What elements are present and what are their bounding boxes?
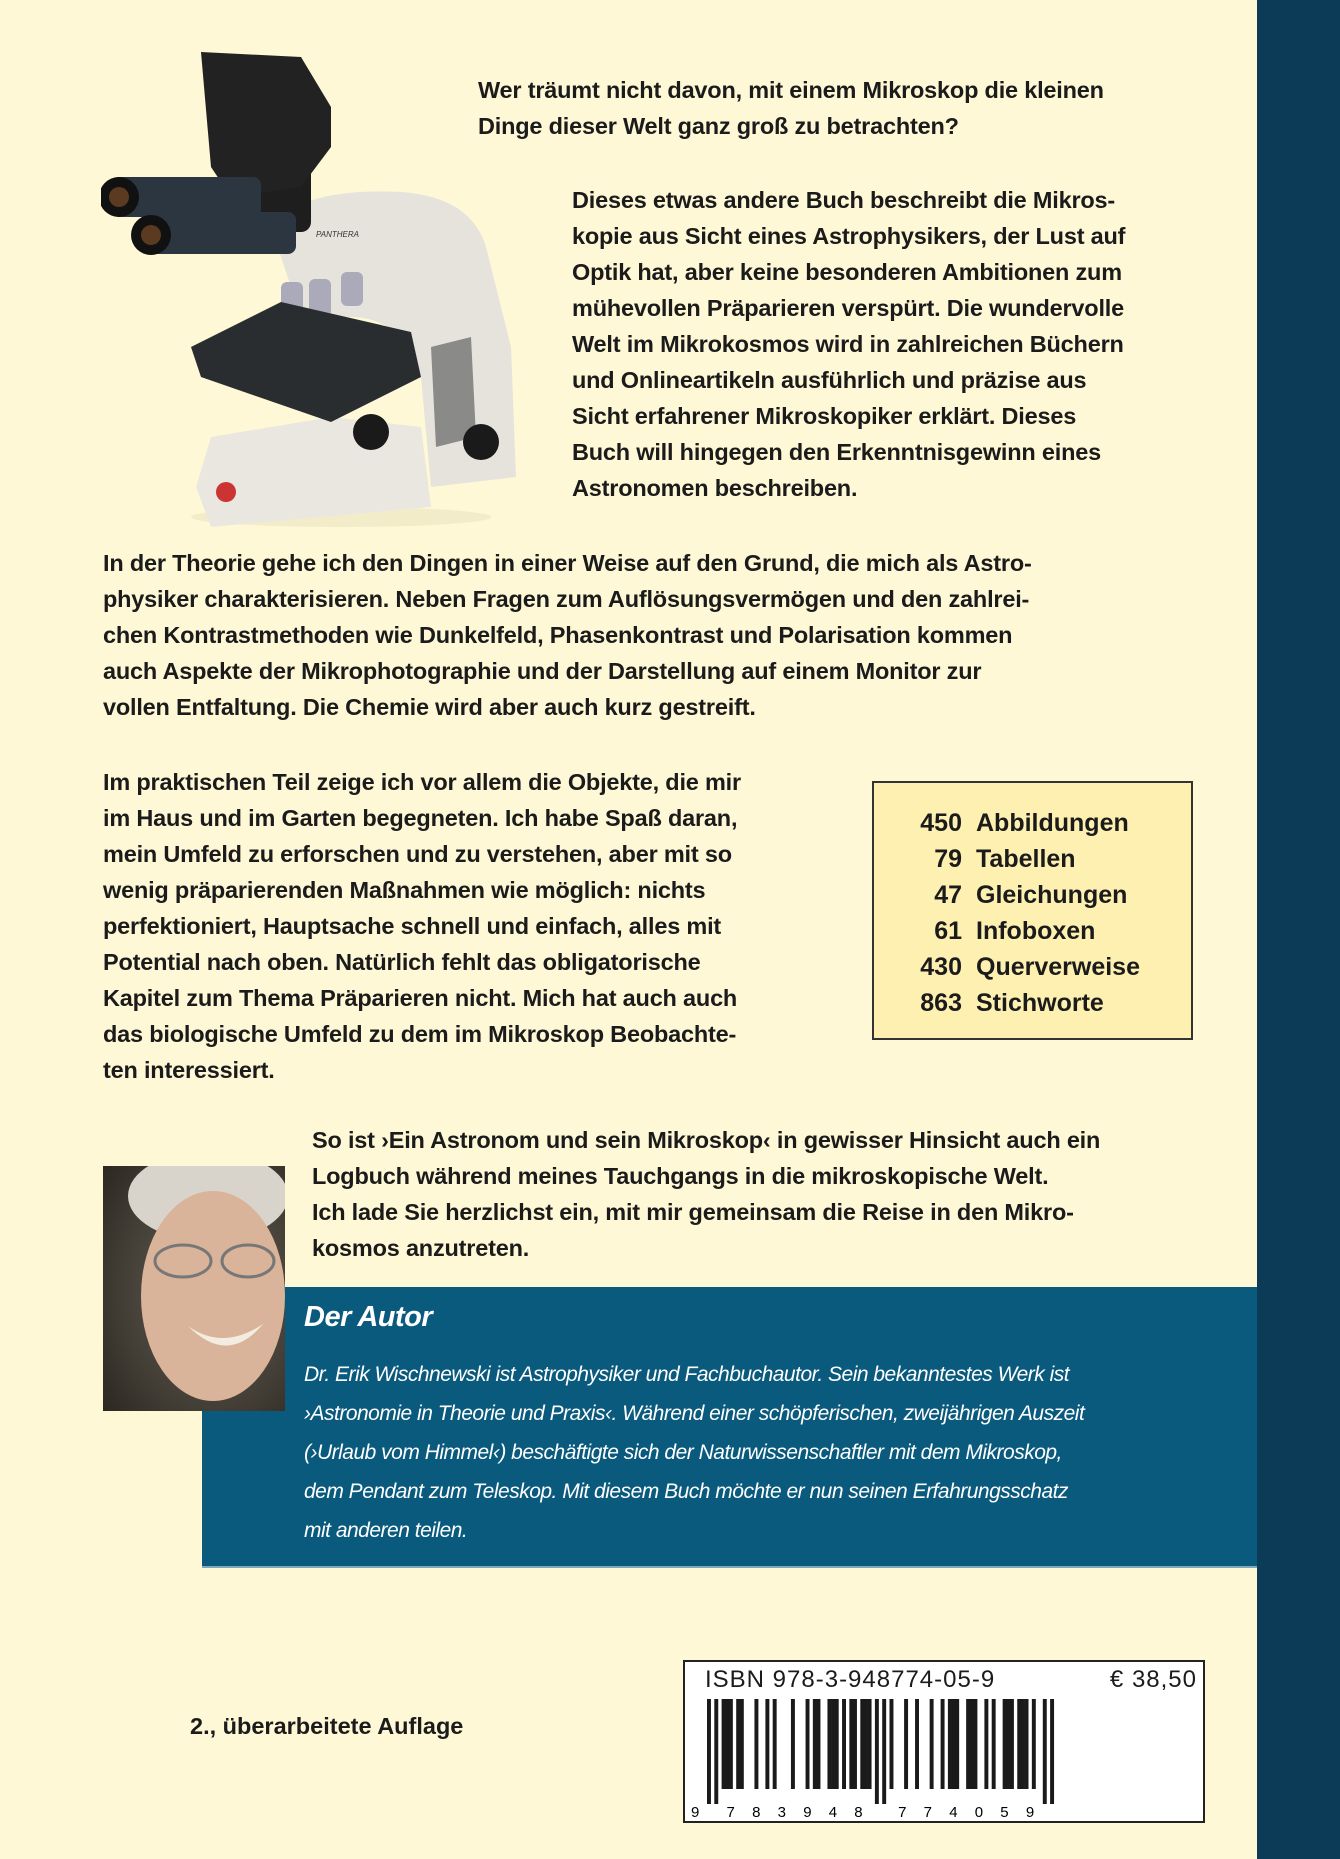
barcode-digit: 7 <box>726 1804 735 1821</box>
text-line: perfektioniert, Hauptsache schnell und einfach, alles mit <box>103 913 722 939</box>
microscope-brand-text: PANTHERA <box>316 230 359 239</box>
barcode-bar <box>966 1699 970 1789</box>
stat-row <box>874 877 1191 913</box>
stat-label: Querverweise <box>976 953 1140 981</box>
barcode-digit: 9 <box>1025 1804 1035 1821</box>
barcode-bar <box>1003 1699 1007 1789</box>
stat-count: 863 <box>920 989 962 1017</box>
text-line: Kapitel zum Thema Präparieren nicht. Mich hat auch auch <box>103 985 738 1011</box>
text-line: kosmos anzutreten. <box>312 1235 530 1261</box>
barcode-digit: 7 <box>923 1804 932 1821</box>
barcode-bar <box>791 1699 795 1789</box>
text-line: Welt im Mikrokosmos wird in zahlreichen Büchern <box>572 331 1124 357</box>
barcode-digit: 3 <box>777 1804 786 1821</box>
text-line: wenig präparierenden Maßnahmen wie möglich: nichts <box>103 877 706 903</box>
barcode-bar <box>729 1699 733 1789</box>
stat-label: Tabellen <box>976 845 1076 873</box>
stat-label: Stichworte <box>976 989 1104 1017</box>
text-line: das biologische Umfeld zu dem im Mikroskop Beobachte- <box>103 1021 737 1047</box>
text-line: Im praktischen Teil zeige ich vor allem die Objekte, die mir <box>103 769 741 795</box>
text-line: Wer träumt nicht davon, mit einem Mikroskop die kleinen <box>478 77 1104 103</box>
text-line: mein Umfeld zu erforschen und zu verstehen, aber mit so <box>103 841 732 867</box>
barcode-bar <box>817 1699 821 1789</box>
text-line: (›Urlaub vom Himmel‹) beschäftigte sich der Naturwissenschaftler mit dem Mikroskop, <box>304 1441 1062 1464</box>
stat-count: 450 <box>920 809 962 837</box>
text-line: Dinge dieser Welt ganz groß zu betrachten? <box>478 113 959 139</box>
stat-label: Infoboxen <box>976 917 1096 945</box>
barcode-bar <box>952 1699 956 1789</box>
text-line: physiker charakterisieren. Neben Fragen zum Auflösungsvermögen und den zahlrei- <box>103 586 1030 612</box>
barcode-bar <box>1010 1699 1014 1789</box>
stat-count: 79 <box>934 845 962 873</box>
theory-paragraph <box>103 545 1032 725</box>
barcode-bar <box>915 1699 919 1789</box>
intro-paragraph <box>478 72 1104 144</box>
barcode-bar <box>736 1699 740 1789</box>
practice-paragraph <box>103 764 741 1088</box>
barcode-bar <box>1006 1699 1010 1789</box>
text-line: Dieses etwas andere Buch beschreibt die Mikros- <box>572 187 1116 213</box>
barcode-digit: 8 <box>854 1804 863 1821</box>
author-box <box>202 1287 1257 1568</box>
barcode-bar <box>725 1699 729 1789</box>
text-line: Optik hat, aber keine besonderen Ambitionen zum <box>572 259 1122 285</box>
barcode-digit: 4 <box>828 1804 838 1821</box>
stat-row <box>874 949 1191 985</box>
text-line: Potential nach oben. Natürlich fehlt das obligatorische <box>103 949 701 975</box>
text-line: mit anderen teilen. <box>304 1519 468 1542</box>
text-line: mühevollen Präparieren verspürt. Die wundervolle <box>572 295 1124 321</box>
text-line: Sicht erfahrener Mikroskopiker erklärt. Dieses <box>572 403 1077 429</box>
barcode-bar <box>890 1699 894 1789</box>
text-line: ›Astronomie in Theorie und Praxis‹. Während einer schöpferischen, zweijährigen Auszeit <box>304 1402 1085 1425</box>
barcode-bar <box>773 1699 777 1789</box>
text-line: kopie aus Sicht eines Astrophysikers, der Lust auf <box>572 223 1126 249</box>
author-heading: Der Autor <box>304 1301 433 1333</box>
barcode-bar <box>860 1699 864 1789</box>
stat-count: 47 <box>934 881 962 909</box>
barcode-bar <box>1021 1699 1025 1789</box>
text-line: im Haus und im Garten begegneten. Ich habe Spaß daran, <box>103 805 738 831</box>
stat-row <box>874 841 1191 877</box>
barcode-digit: 4 <box>949 1804 958 1821</box>
text-line: Astronomen beschreiben. <box>572 475 858 501</box>
barcode-bar <box>882 1699 886 1804</box>
barcode-bar <box>973 1699 977 1789</box>
text-line: So ist ›Ein Astronom und sein Mikroskop‹ in gewisser Hinsicht auch ein <box>312 1127 1101 1153</box>
isbn-number: ISBN 978-3-948774-05-9 <box>705 1666 996 1693</box>
barcode-digit: 5 <box>1000 1804 1009 1821</box>
barcode-bar <box>1032 1699 1036 1789</box>
text-line: Dr. Erik Wischnewski ist Astrophysiker und Fachbuchautor. Sein bekanntestes Werk ist <box>304 1363 1070 1386</box>
text-line: Buch will hingegen den Erkenntnisgewinn eines <box>572 439 1101 465</box>
barcode-bar <box>765 1699 769 1789</box>
barcode-bar <box>904 1699 908 1789</box>
barcode-bar <box>930 1699 934 1789</box>
stat-count: 430 <box>920 953 962 981</box>
barcode-bar <box>853 1699 857 1789</box>
barcode-bar <box>842 1699 846 1789</box>
barcode-bar <box>827 1699 831 1789</box>
barcode-bar <box>1025 1699 1029 1789</box>
barcode-bar <box>984 1699 988 1789</box>
barcode <box>685 1662 1203 1821</box>
text-line: vollen Entfaltung. Die Chemie wird aber auch kurz gestreift. <box>103 694 756 720</box>
text-line: chen Kontrastmethoden wie Dunkelfeld, Phasenkontrast und Polarisation kommen <box>103 622 1013 648</box>
text-line: und Onlineartikeln ausführlich und präzise aus <box>572 367 1087 393</box>
stat-label: Abbildungen <box>976 809 1129 837</box>
barcode-bar <box>955 1699 959 1789</box>
barcode-digit: 9 <box>803 1804 812 1821</box>
barcode-digit: 9 <box>691 1804 700 1821</box>
stat-row <box>874 913 1191 949</box>
stats-box <box>872 781 1193 1040</box>
text-line: ten interessiert. <box>103 1057 275 1083</box>
barcode-bar <box>1043 1699 1047 1804</box>
barcode-bar <box>875 1699 879 1804</box>
barcode-bar <box>1050 1699 1054 1804</box>
barcode-bar <box>948 1699 952 1789</box>
barcode-bar <box>868 1699 872 1789</box>
stat-label: Gleichungen <box>976 881 1128 909</box>
text-line: Logbuch während meines Tauchgangs in die mikroskopische Welt. <box>312 1163 1049 1189</box>
barcode-bar <box>835 1699 839 1789</box>
author-photo <box>103 1166 285 1411</box>
barcode-bar <box>806 1699 810 1789</box>
isbn-barcode-box <box>683 1660 1205 1823</box>
barcode-bar <box>1017 1699 1021 1789</box>
barcode-bar <box>831 1699 835 1789</box>
barcode-digit: 8 <box>752 1804 761 1821</box>
edition-label: 2., überarbeitete Auflage <box>190 1713 464 1739</box>
barcode-bar <box>754 1699 758 1789</box>
book-spine <box>1257 0 1340 1859</box>
barcode-digit: 0 <box>974 1804 984 1821</box>
barcode-bar <box>722 1699 726 1789</box>
stat-count: 61 <box>934 917 962 945</box>
text-line: dem Pendant zum Teleskop. Mit diesem Buch möchte er nun seinen Erfahrungsschatz <box>304 1480 1068 1503</box>
barcode-bar <box>714 1699 718 1804</box>
barcode-digit: 7 <box>898 1804 907 1821</box>
barcode-bar <box>992 1699 996 1789</box>
barcode-bar <box>740 1699 744 1789</box>
barcode-bar <box>849 1699 853 1789</box>
description-paragraph <box>572 182 1125 506</box>
barcode-bar <box>970 1699 974 1789</box>
text-line: auch Aspekte der Mikrophotographie und der Darstellung auf einem Monitor zur <box>103 658 982 684</box>
price: € 38,50 <box>1109 1666 1197 1693</box>
barcode-bar <box>941 1699 945 1789</box>
barcode-bar <box>864 1699 868 1789</box>
stat-row <box>874 805 1191 841</box>
text-line: In der Theorie gehe ich den Dingen in einer Weise auf den Grund, die mich als Astro- <box>103 550 1032 576</box>
barcode-bar <box>813 1699 817 1789</box>
closing-paragraph <box>312 1122 1100 1266</box>
microscope-image <box>101 47 521 532</box>
stat-row <box>874 985 1191 1021</box>
text-line: Ich lade Sie herzlichst ein, mit mir gemeinsam die Reise in den Mikro- <box>312 1199 1074 1225</box>
barcode-bar <box>707 1699 711 1804</box>
author-bio <box>304 1355 1084 1550</box>
